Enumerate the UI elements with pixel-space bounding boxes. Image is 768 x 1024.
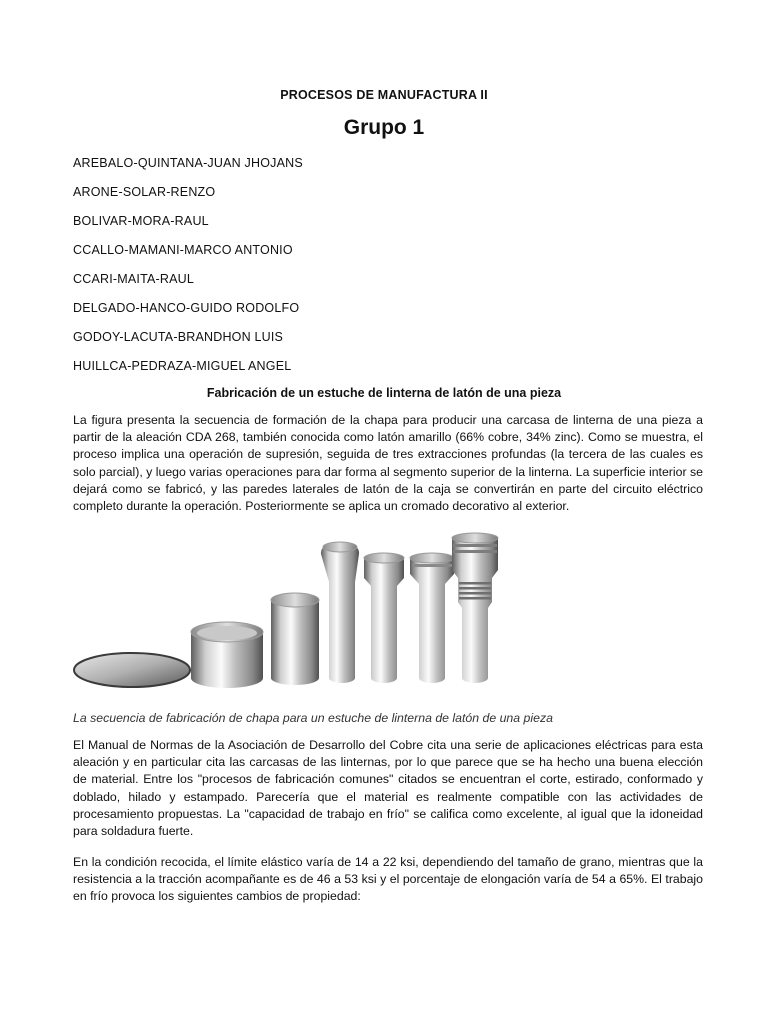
member-name: DELGADO-HANCO-GUIDO RODOLFO	[73, 301, 300, 315]
course-header: PROCESOS DE MANUFACTURA II	[280, 88, 488, 102]
member-name: AREBALO-QUINTANA-JUAN JHOJANS	[73, 156, 303, 170]
member-name: CCALLO-MAMANI-MARCO ANTONIO	[73, 243, 293, 257]
first-draw-cup	[191, 622, 263, 688]
member-name: CCARI-MAITA-RAUL	[73, 272, 195, 286]
blank-disc	[74, 653, 190, 687]
member-name: GODOY-LACUTA-BRANDHON LUIS	[73, 330, 284, 344]
member-name: BOLIVAR-MORA-RAUL	[73, 214, 209, 228]
second-draw-cylinder	[271, 593, 319, 685]
partial-draw-cylinder	[364, 553, 404, 683]
section-title: Fabricación de un estuche de linterna de latón de una pieza	[206, 386, 562, 400]
figure-caption: La secuencia de fabricación de chapa para un estuche de linterna de latón de una pieza	[73, 711, 553, 725]
member-list	[73, 156, 303, 388]
third-draw-cylinder	[321, 542, 359, 683]
intro-paragraph: La figura presenta la secuencia de formación de la chapa para producir una carcasa de linterna de una pieza a partir de la aleación CDA 268, también conocida como latón amarillo (66% cobre, 34% zinc). Como se muestra, el proceso implica una operación de supresión, seguida de tres extracciones profundas (la tercera de las cuales es solo parcial), y luego varias operaciones para dar forma al segmento superior de la linterna. La superficie interior se dejará como se fabricó, y las paredes laterales de latón de la caja se convertirán en parte del circuito eléctrico completo durante la operación. Posteriormente se aplica un cromado decorativo al exterior.	[73, 413, 703, 514]
group-title: Grupo 1	[343, 116, 425, 139]
finished-flashlight-case	[452, 533, 498, 683]
forming-sequence-figure	[70, 528, 710, 704]
properties-paragraph: En la condición recocida, el límite elástico varía de 14 a 22 ksi, dependiendo del tamaño de grano, mientras que la resistencia a la tracción acompañante es de 46 a 53 ksi y el porcentaje de elongación varía de 54 a 65%. El trabajo en frío provoca los siguientes cambios de propiedad:	[73, 855, 703, 904]
manual-paragraph: El Manual de Normas de la Asociación de Desarrollo del Cobre cita una serie de aplicaciones eléctricas para esta aleación y en particular cita las carcasas de las linternas, por lo que parece que se ha hecho una buena elección de material. Entre los "procesos de fabricación comunes" citados se encuentran el corte, estirado, conformado y doblado, hilado y estampado. Parecería que el material es realmente compatible con las actividades de procesamiento propuestas. La "capacidad de trabajo en frío" se califica como excelente, al igual que la idoneidad para soldadura fuerte.	[73, 738, 703, 839]
shaped-top-cylinder	[410, 553, 454, 683]
member-name: ARONE-SOLAR-RENZO	[73, 185, 216, 199]
member-name: HUILLCA-PEDRAZA-MIGUEL ANGEL	[73, 359, 292, 373]
